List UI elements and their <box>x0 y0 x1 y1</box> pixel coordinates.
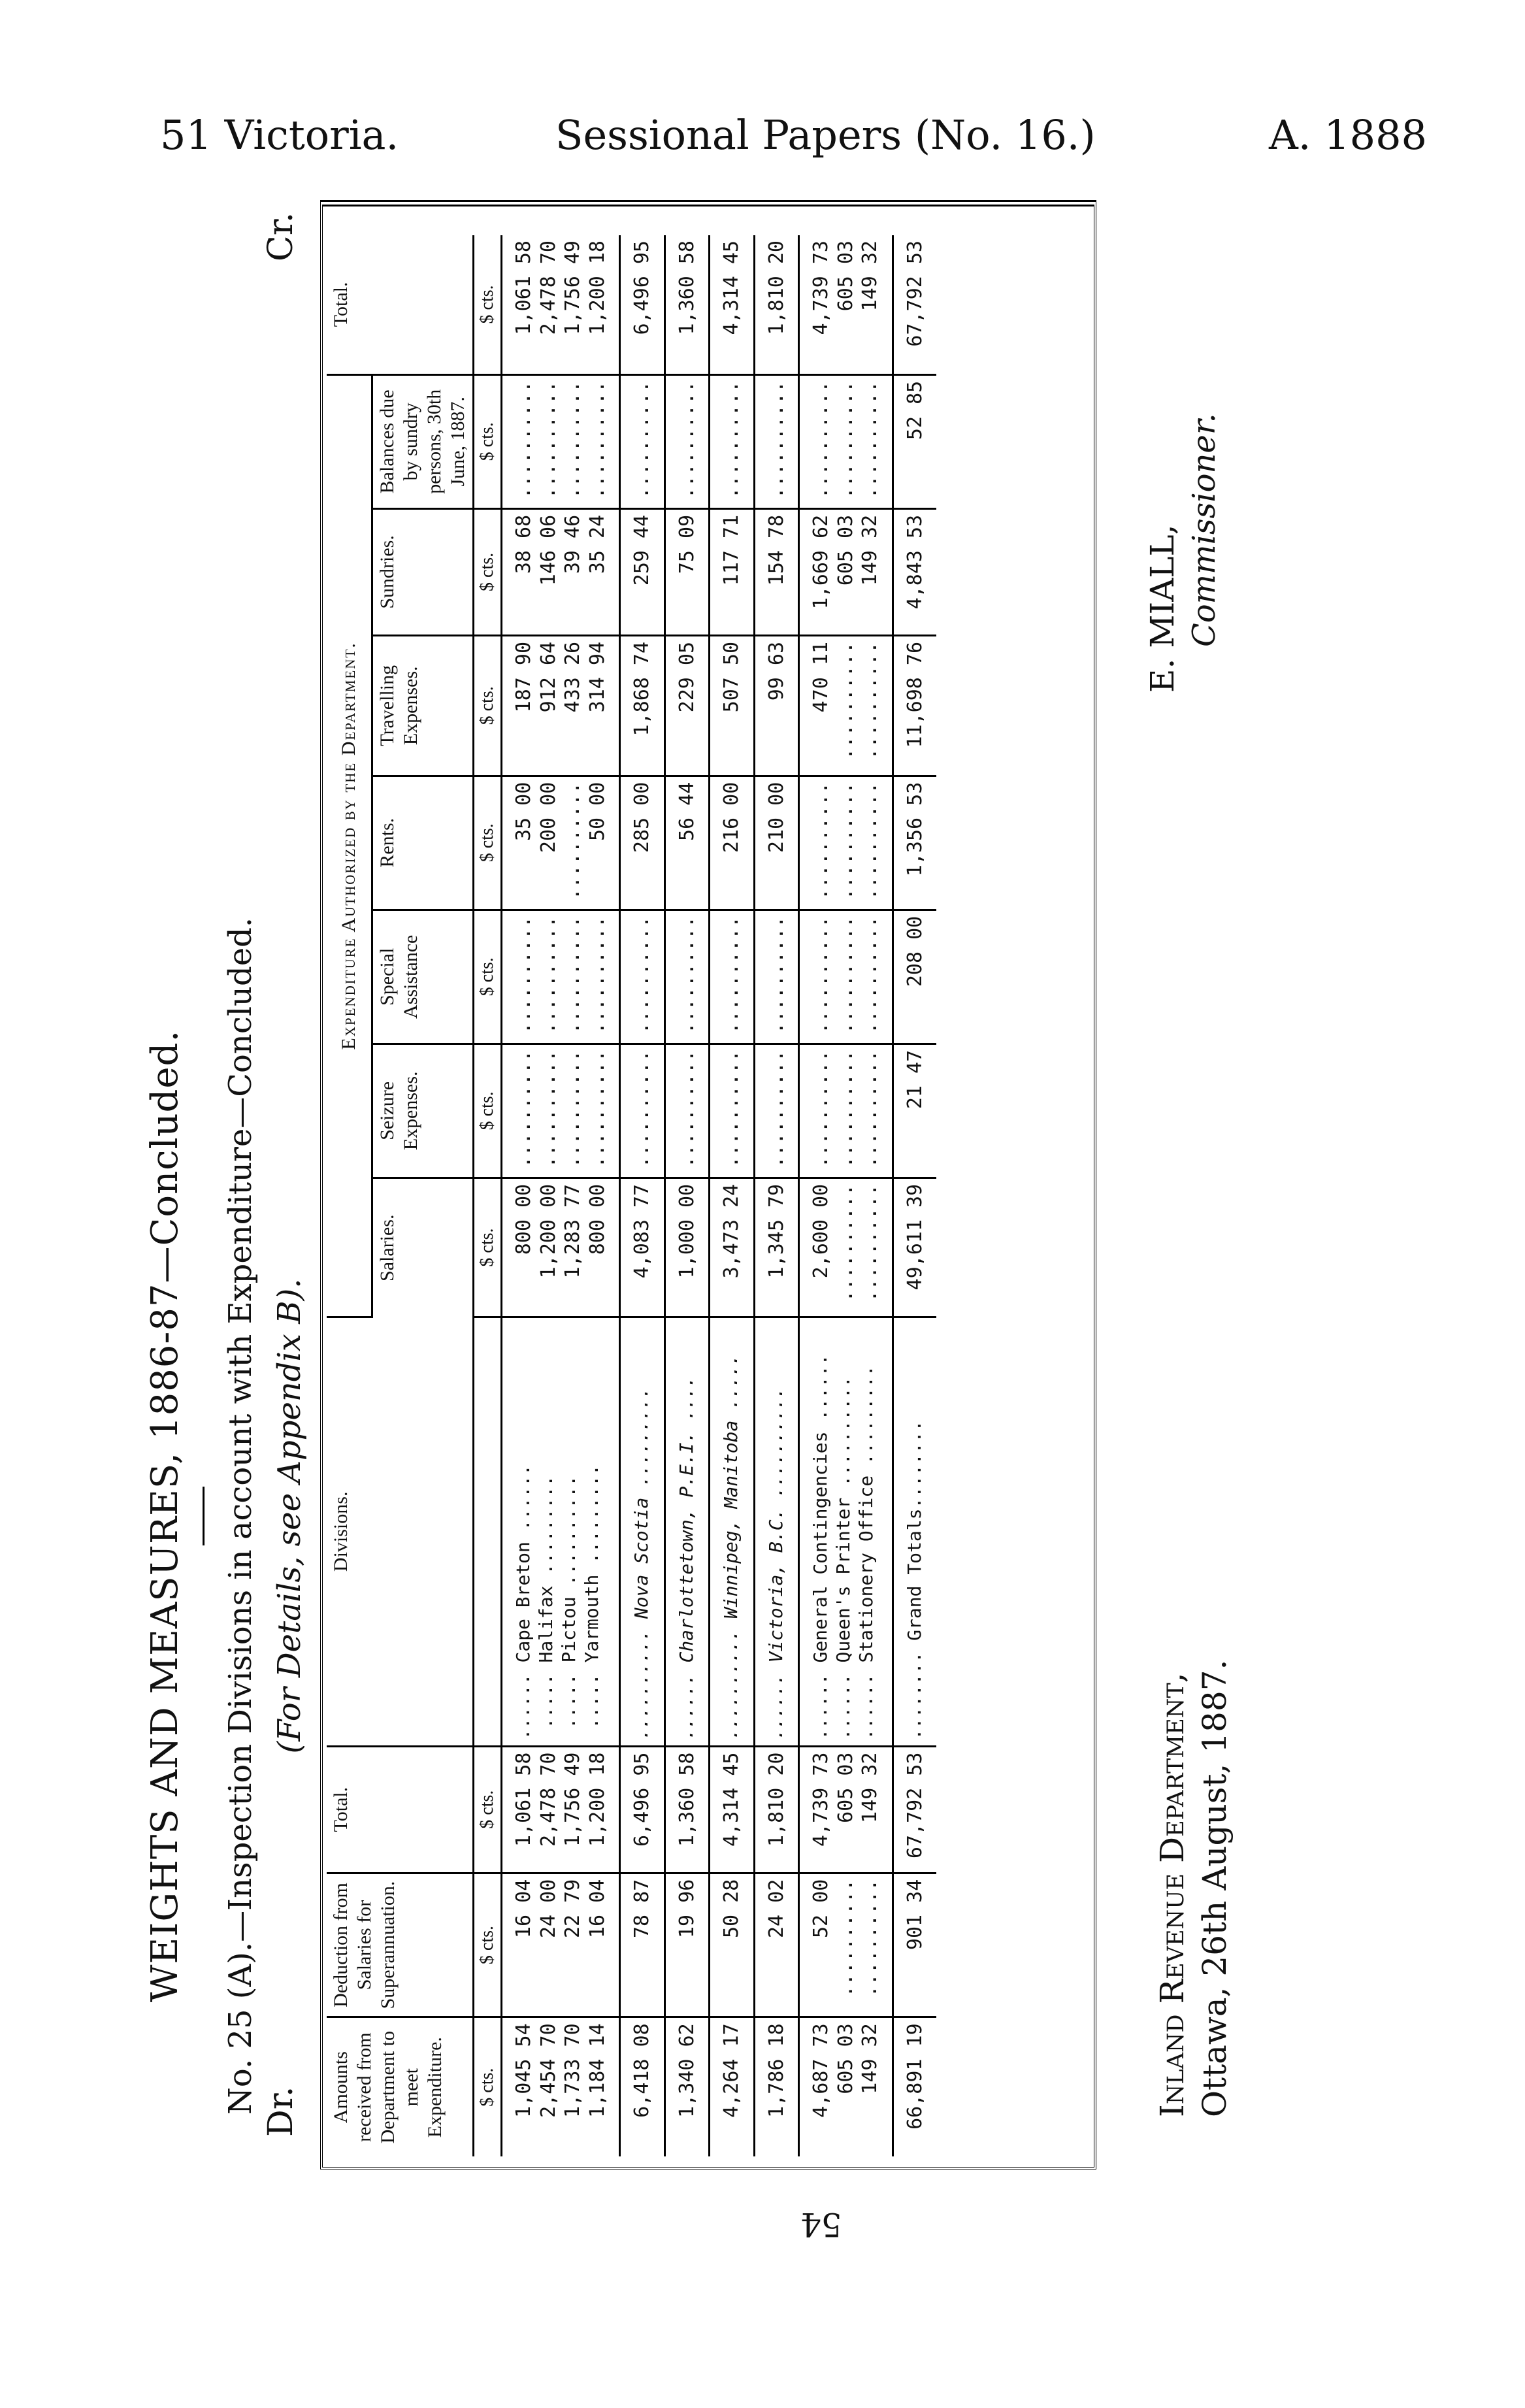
cell-salaries: 800 00 1,200 00 1,283 77 800 00 <box>502 1178 620 1317</box>
cell-total-left: 1,061 58 2,478 70 1,756 49 1,200 18 <box>502 1746 620 1873</box>
cell-travelling: 507 50 <box>710 635 755 776</box>
cell-salaries: 1,345 79 <box>754 1178 799 1317</box>
unit-cell: $ cts. <box>474 1044 502 1178</box>
cell-deduction: 24 02 <box>754 1873 799 2017</box>
cell-special: .......... <box>710 910 755 1044</box>
unit-cell: $ cts. <box>474 508 502 635</box>
unit-cell: $ cts. <box>474 776 502 910</box>
cell-special: .......... <box>620 910 665 1044</box>
signature-date: Ottawa, 26th August, 1887. <box>1196 1659 1234 2117</box>
header-row <box>327 235 372 2156</box>
cell-balances: 52 85 <box>893 374 936 508</box>
cell-special: .......... .......... .......... <box>799 910 893 1044</box>
table-row <box>620 235 665 2156</box>
cell-total-left: 67,792 53 <box>893 1746 936 1873</box>
col-total-right: Total. <box>327 235 474 374</box>
cell-seizure: .......... .......... .......... <box>799 1044 893 1178</box>
col-amounts: Amounts received from Department to meet Expenditure. <box>330 2030 446 2144</box>
col-seizure: Seizure Expenses. <box>372 1044 474 1178</box>
cell-balances: .......... .......... .......... .......... <box>502 374 620 508</box>
unit-cell: $ cts. <box>474 235 502 374</box>
cell-divisions: .......... Nova Scotia ......... <box>620 1317 665 1746</box>
signature-title: Commissioner. <box>1186 413 1222 647</box>
table-body <box>502 235 937 2156</box>
cell-special: 208 00 <box>893 910 936 1044</box>
cell-amounts: 1,045 54 2,454 70 1,733 70 1,184 14 <box>512 2023 609 2118</box>
cell-sundries: 38 68 146 06 39 46 35 24 <box>502 508 620 635</box>
cell-total-right: 4,314 45 <box>710 235 755 374</box>
cell-divisions: ...... General Contingencies ...... ...... Queen's Printer .......... ...... Stationery Office ......... <box>799 1317 893 1746</box>
cell-sundries: 4,843 53 <box>893 508 936 635</box>
cell-divisions: ...... Cape Breton ...... ..... Halifax ......... ..... Pictou .......... ..... Yarmouth ......... <box>502 1317 620 1746</box>
cell-rents: 1,356 53 <box>893 776 936 910</box>
col-expenditure-group: Expenditure Authorized by the Department. <box>327 374 372 1317</box>
cell-divisions: ...... Charlottetown, P.E.I. .... <box>664 1317 710 1746</box>
cell-total-right: 1,061 58 2,478 70 1,756 49 1,200 18 <box>502 235 620 374</box>
debit-label: Dr. <box>261 2086 301 2137</box>
cell-rents: 56 44 <box>664 776 710 910</box>
unit-cell: $ cts. <box>474 2017 502 2156</box>
cell-amounts: 66,891 19 <box>903 2023 926 2130</box>
cell-special: .......... .......... .......... .......... <box>502 910 620 1044</box>
cell-special: .......... <box>664 910 710 1044</box>
cell-rents: 210 00 <box>754 776 799 910</box>
cell-deduction: 52 00 .......... .......... <box>799 1873 893 2017</box>
signature-department: Inland Revenue Department, <box>1153 1672 1191 2117</box>
col-balances: Balances due by sundry persons, 30th June, 1887. <box>372 374 474 508</box>
table-row <box>799 235 893 2156</box>
cell-rents: .......... .......... .......... <box>799 776 893 910</box>
cell-travelling: 99 63 <box>754 635 799 776</box>
col-total-left: Total. <box>327 1746 474 1873</box>
cell-travelling: 11,698 76 <box>893 635 936 776</box>
unit-cell: $ cts. <box>474 1178 502 1317</box>
cell-sundries: 154 78 <box>754 508 799 635</box>
cell-salaries: 4,083 77 <box>620 1178 665 1317</box>
col-rents: Rents. <box>372 776 474 910</box>
cell-seizure: .......... <box>620 1044 665 1178</box>
cell-balances: .......... <box>754 374 799 508</box>
credit-label: Cr. <box>261 212 301 261</box>
cell-total-left: 4,314 45 <box>710 1746 755 1873</box>
table-subtitle: No. 25 (A).—Inspection Divisions in account with Expenditure—Concluded. <box>222 917 259 2115</box>
cell-total-left: 6,496 95 <box>620 1746 665 1873</box>
cell-deduction: 19 96 <box>664 1873 710 2017</box>
page-title: WEIGHTS AND MEASURES, 1886-87—Concluded. <box>144 1029 186 2003</box>
table-subtitle-note: (For Details, see Appendix B). <box>271 1278 308 1754</box>
cell-amounts: 1,340 62 <box>675 2023 698 2118</box>
cell-amounts: 6,418 08 <box>631 2023 653 2118</box>
cell-rents: 216 00 <box>710 776 755 910</box>
cell-balances: .......... <box>620 374 665 508</box>
cell-divisions: .......... Winnipeg, Manitoba ..... <box>710 1317 755 1746</box>
cell-balances: .......... .......... .......... <box>799 374 893 508</box>
unit-cell: $ cts. <box>474 1746 502 1873</box>
cell-seizure: .......... <box>710 1044 755 1178</box>
cell-salaries: 1,000 00 <box>664 1178 710 1317</box>
header-center: Sessional Papers (No. 16.) <box>555 111 1096 159</box>
cell-rents: 35 00 200 00 .......... 50 00 <box>502 776 620 910</box>
unit-cell-empty <box>474 1317 502 1746</box>
cell-sundries: 259 44 <box>620 508 665 635</box>
cell-divisions: ...... Victoria, B.C. .......... <box>754 1317 799 1746</box>
cell-deduction: 50 28 <box>710 1873 755 2017</box>
unit-cell: $ cts. <box>474 1873 502 2017</box>
cell-total-left: 1,810 20 <box>754 1746 799 1873</box>
table-row <box>710 235 755 2156</box>
cell-salaries: 49,611 39 <box>893 1178 936 1317</box>
cell-travelling: 470 11 .......... .......... <box>799 635 893 776</box>
cell-sundries: 1,669 62 605 03 149 32 <box>799 508 893 635</box>
title-rule <box>203 1487 205 1545</box>
unit-row <box>474 235 502 2156</box>
page-number: 54 <box>800 2205 842 2243</box>
col-sundries: Sundries. <box>372 508 474 635</box>
cell-total-right: 6,496 95 <box>620 235 665 374</box>
cell-divisions: ........ Grand Totals........ <box>893 1317 936 1746</box>
header-left: 51 Victoria. <box>160 111 399 159</box>
cell-balances: .......... <box>710 374 755 508</box>
header-right: A. 1888 <box>1269 111 1427 159</box>
cell-travelling: 187 90 912 64 433 26 314 94 <box>502 635 620 776</box>
cell-sundries: 75 09 <box>664 508 710 635</box>
cell-seizure: 21 47 <box>893 1044 936 1178</box>
table-row <box>754 235 799 2156</box>
cell-total-right: 1,810 20 <box>754 235 799 374</box>
cell-amounts: 4,264 17 <box>720 2023 743 2118</box>
cell-deduction: 78 87 <box>620 1873 665 2017</box>
table-row <box>502 235 620 2156</box>
col-deduction: Deduction from Salaries for Superannuation. <box>327 1873 474 2017</box>
unit-cell: $ cts. <box>474 374 502 508</box>
cell-special: .......... <box>754 910 799 1044</box>
cell-seizure: .......... .......... .......... .......... <box>502 1044 620 1178</box>
cell-seizure: .......... <box>754 1044 799 1178</box>
cell-sundries: 117 71 <box>710 508 755 635</box>
cell-balances: .......... <box>664 374 710 508</box>
cell-total-right: 1,360 58 <box>664 235 710 374</box>
cell-salaries: 2,600 00 .......... .......... <box>799 1178 893 1317</box>
col-salaries: Salaries. <box>376 1214 398 1281</box>
cell-deduction: 16 04 24 00 22 79 16 04 <box>502 1873 620 2017</box>
cell-amounts: 1,786 18 <box>764 2023 788 2118</box>
col-special: Special Assistance <box>372 910 474 1044</box>
unit-cell: $ cts. <box>474 635 502 776</box>
cell-travelling: 229 05 <box>664 635 710 776</box>
cell-total-left: 4,739 73 605 03 149 32 <box>799 1746 893 1873</box>
rotated-table-sheet <box>144 209 1353 2169</box>
table-row <box>893 235 936 2156</box>
cell-salaries: 3,473 24 <box>710 1178 755 1317</box>
table-row <box>664 235 710 2156</box>
cell-rents: 285 00 <box>620 776 665 910</box>
cell-total-right: 4,739 73 605 03 149 32 <box>799 235 893 374</box>
col-travelling: Travelling Expenses. <box>372 635 474 776</box>
cell-total-left: 1,360 58 <box>664 1746 710 1873</box>
signature-name: E. MIALL, <box>1143 524 1181 693</box>
cell-seizure: .......... <box>664 1044 710 1178</box>
cell-travelling: 1,868 74 <box>620 635 665 776</box>
unit-cell: $ cts. <box>474 910 502 1044</box>
accounts-table <box>327 235 936 2156</box>
cell-deduction: 901 34 <box>893 1873 936 2017</box>
col-divisions: Divisions. <box>327 1317 474 1746</box>
cell-total-right: 67,792 53 <box>893 235 936 374</box>
cell-amounts: 4,687 73 605 03 149 32 <box>810 2023 881 2118</box>
